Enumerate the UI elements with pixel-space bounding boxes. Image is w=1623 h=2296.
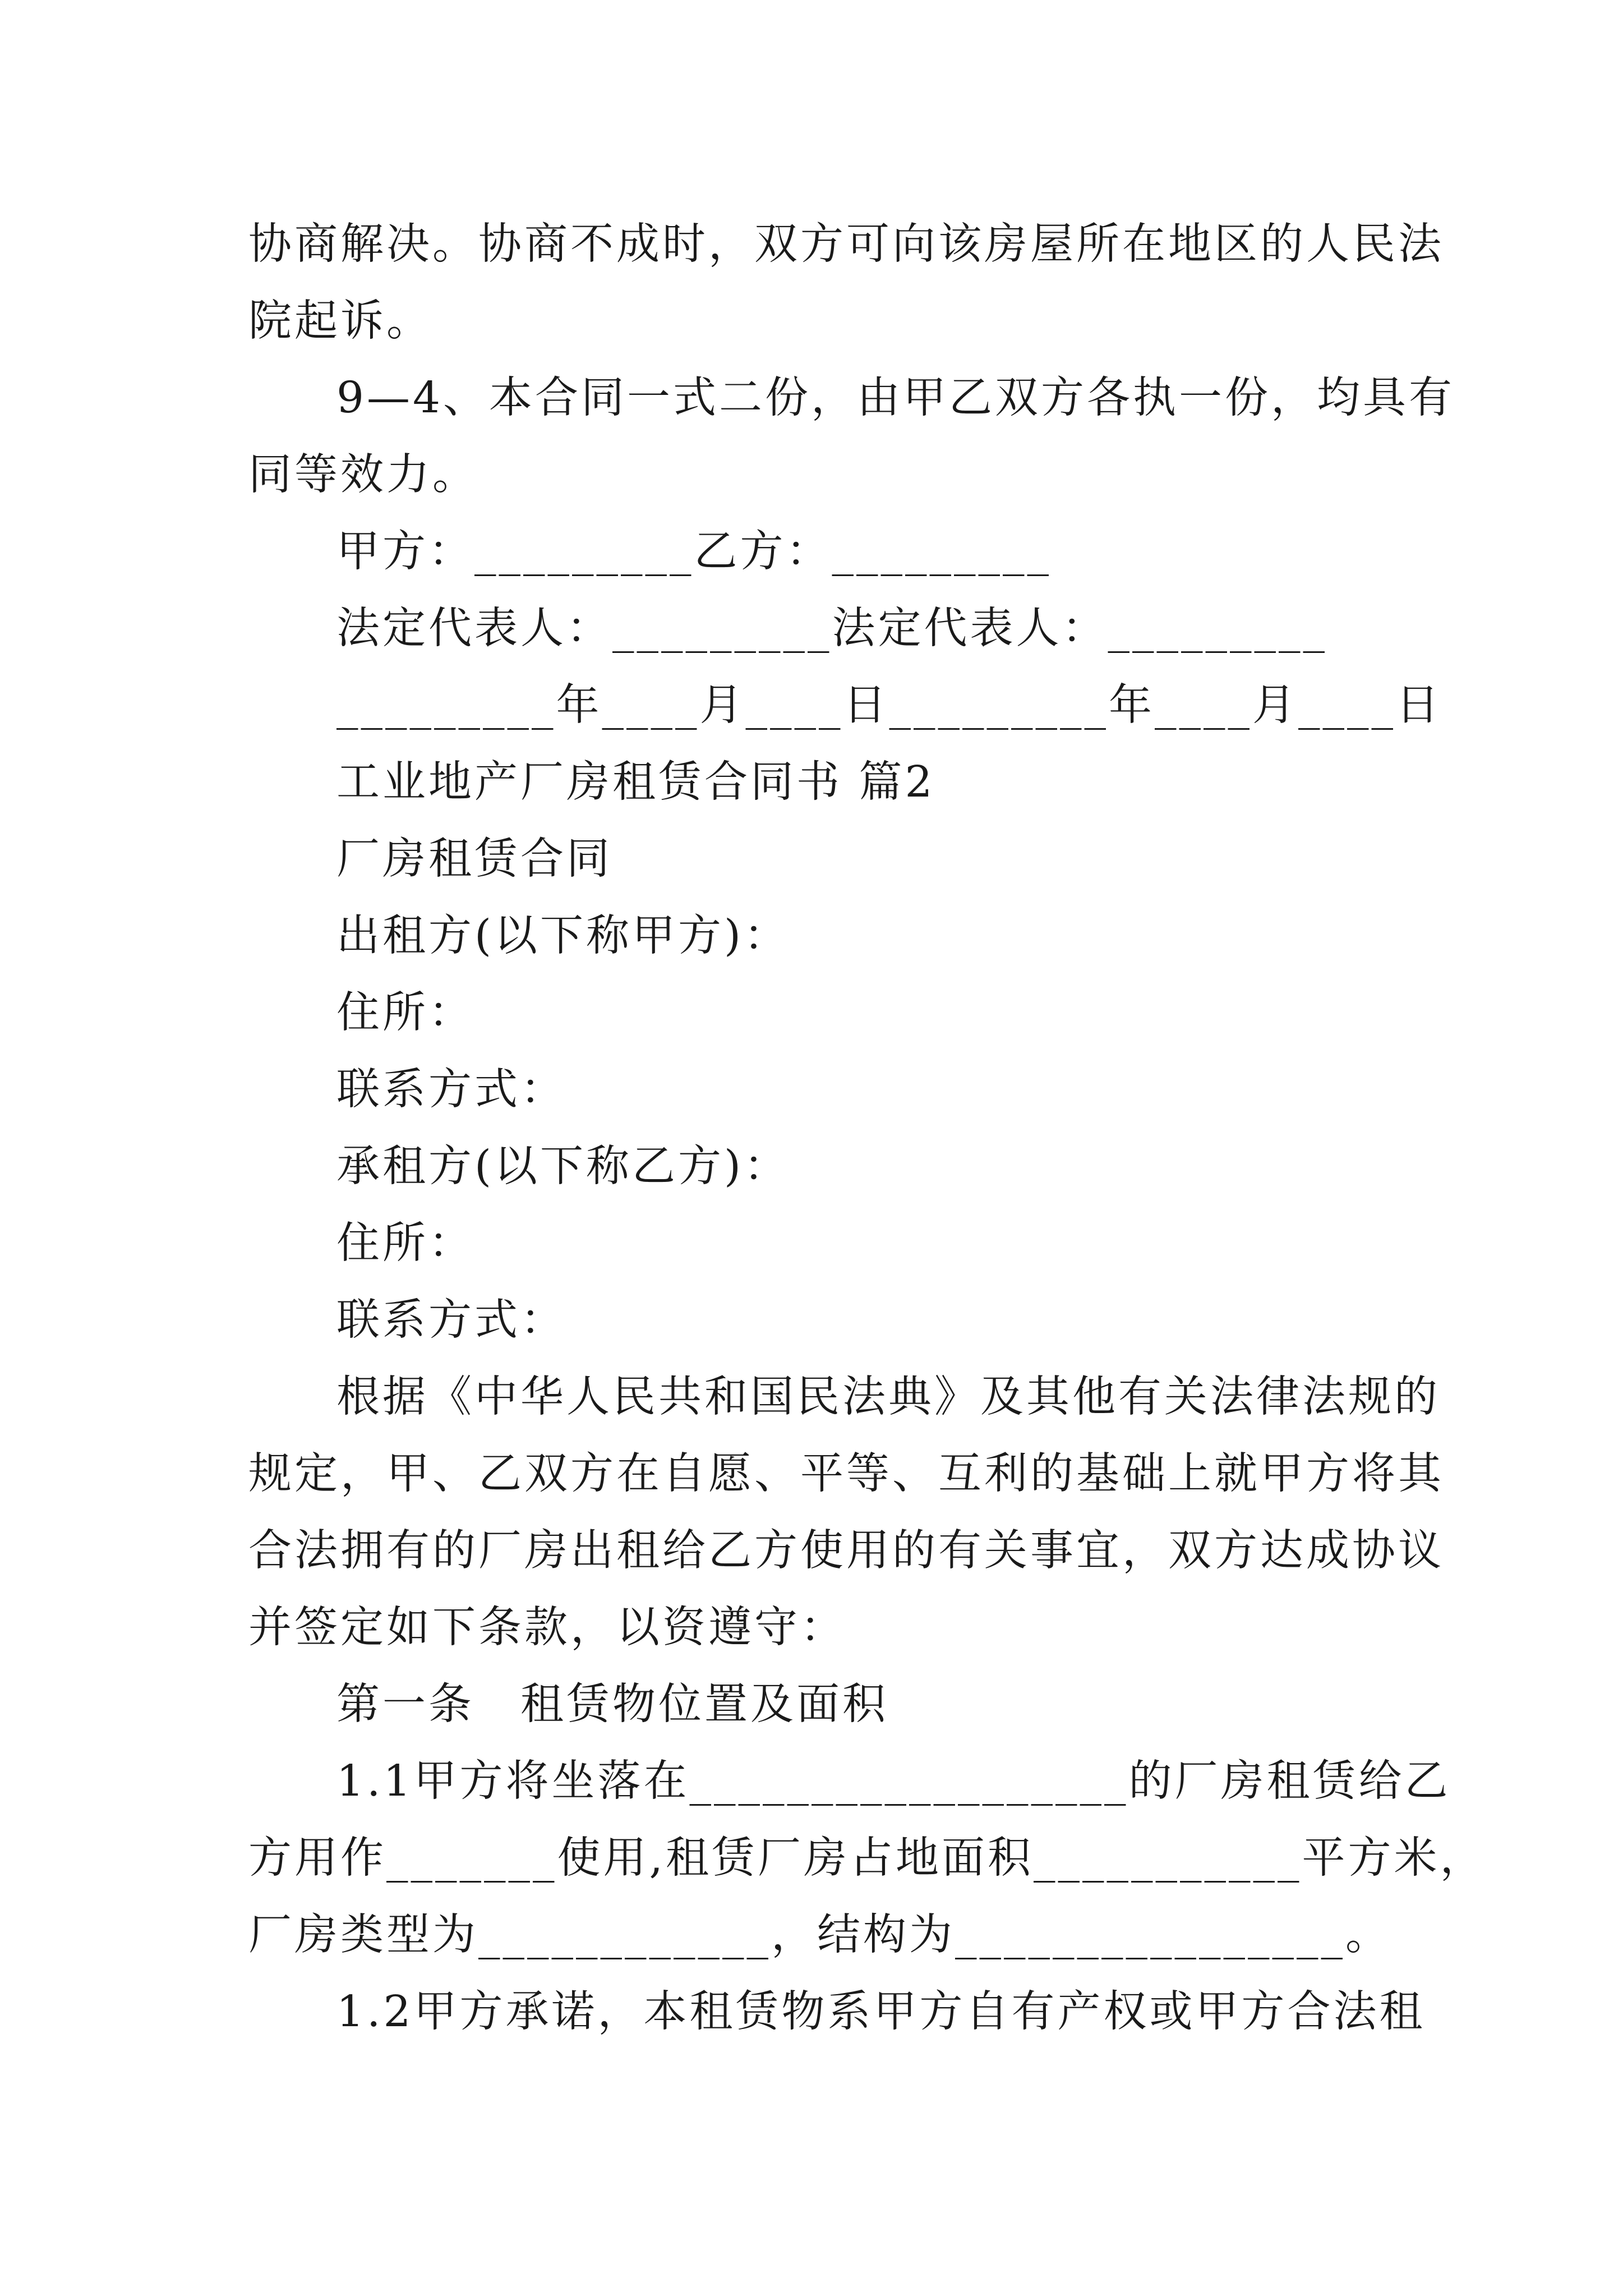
text-line: 甲方：_________乙方：_________ bbox=[336, 527, 1052, 577]
text-line: 规定，甲、乙双方在自愿、平等、互利的基础上就甲方将其 bbox=[248, 1449, 1444, 1499]
text-line: 9—4、本合同一式二份，由甲乙双方各执一份，均具有 bbox=[336, 373, 1455, 423]
text-line: 厂房类型为____________，结构为________________。 bbox=[248, 1910, 1391, 1960]
text-line: 协商解决。协商不成时，双方可向该房屋所在地区的人民法 bbox=[248, 219, 1444, 269]
text-line: 根据《中华人民共和国民法典》及其他有关法律法规的 bbox=[336, 1372, 1440, 1422]
text-line: 法定代表人：_________法定代表人：_________ bbox=[336, 604, 1327, 654]
text-line: 第一条 租赁物位置及面积 bbox=[336, 1680, 888, 1729]
text-line: 合法拥有的厂房出租给乙方使用的有关事宜，双方达成协议 bbox=[248, 1526, 1444, 1576]
text-line: 出租方(以下称甲方)： bbox=[336, 911, 790, 961]
text-line: 1.2甲方承诺，本租赁物系甲方自有产权或甲方合法租 bbox=[336, 1987, 1426, 2037]
text-line: 厂房租赁合同 bbox=[336, 834, 612, 884]
text-line: 方用作_______使用,租赁厂房占地面积___________平方米， bbox=[248, 1833, 1486, 1883]
text-line: 并签定如下条款，以资遵守： bbox=[248, 1603, 846, 1653]
text-line: _________年____月____日_________年____月____日 bbox=[336, 680, 1442, 730]
text-line: 工业地产厂房租赁合同书 篇2 bbox=[336, 757, 935, 807]
text-line: 联系方式： bbox=[336, 1065, 566, 1115]
text-line: 同等效力。 bbox=[248, 450, 478, 500]
text-line: 联系方式： bbox=[336, 1295, 566, 1345]
text-line: 住所： bbox=[336, 1218, 474, 1268]
text-line: 承租方(以下称乙方)： bbox=[336, 1142, 790, 1191]
text-line: 院起诉。 bbox=[248, 296, 432, 346]
text-line: 1.1甲方将坐落在__________________的厂房租赁给乙 bbox=[336, 1756, 1451, 1806]
text-line: 住所： bbox=[336, 988, 474, 1038]
